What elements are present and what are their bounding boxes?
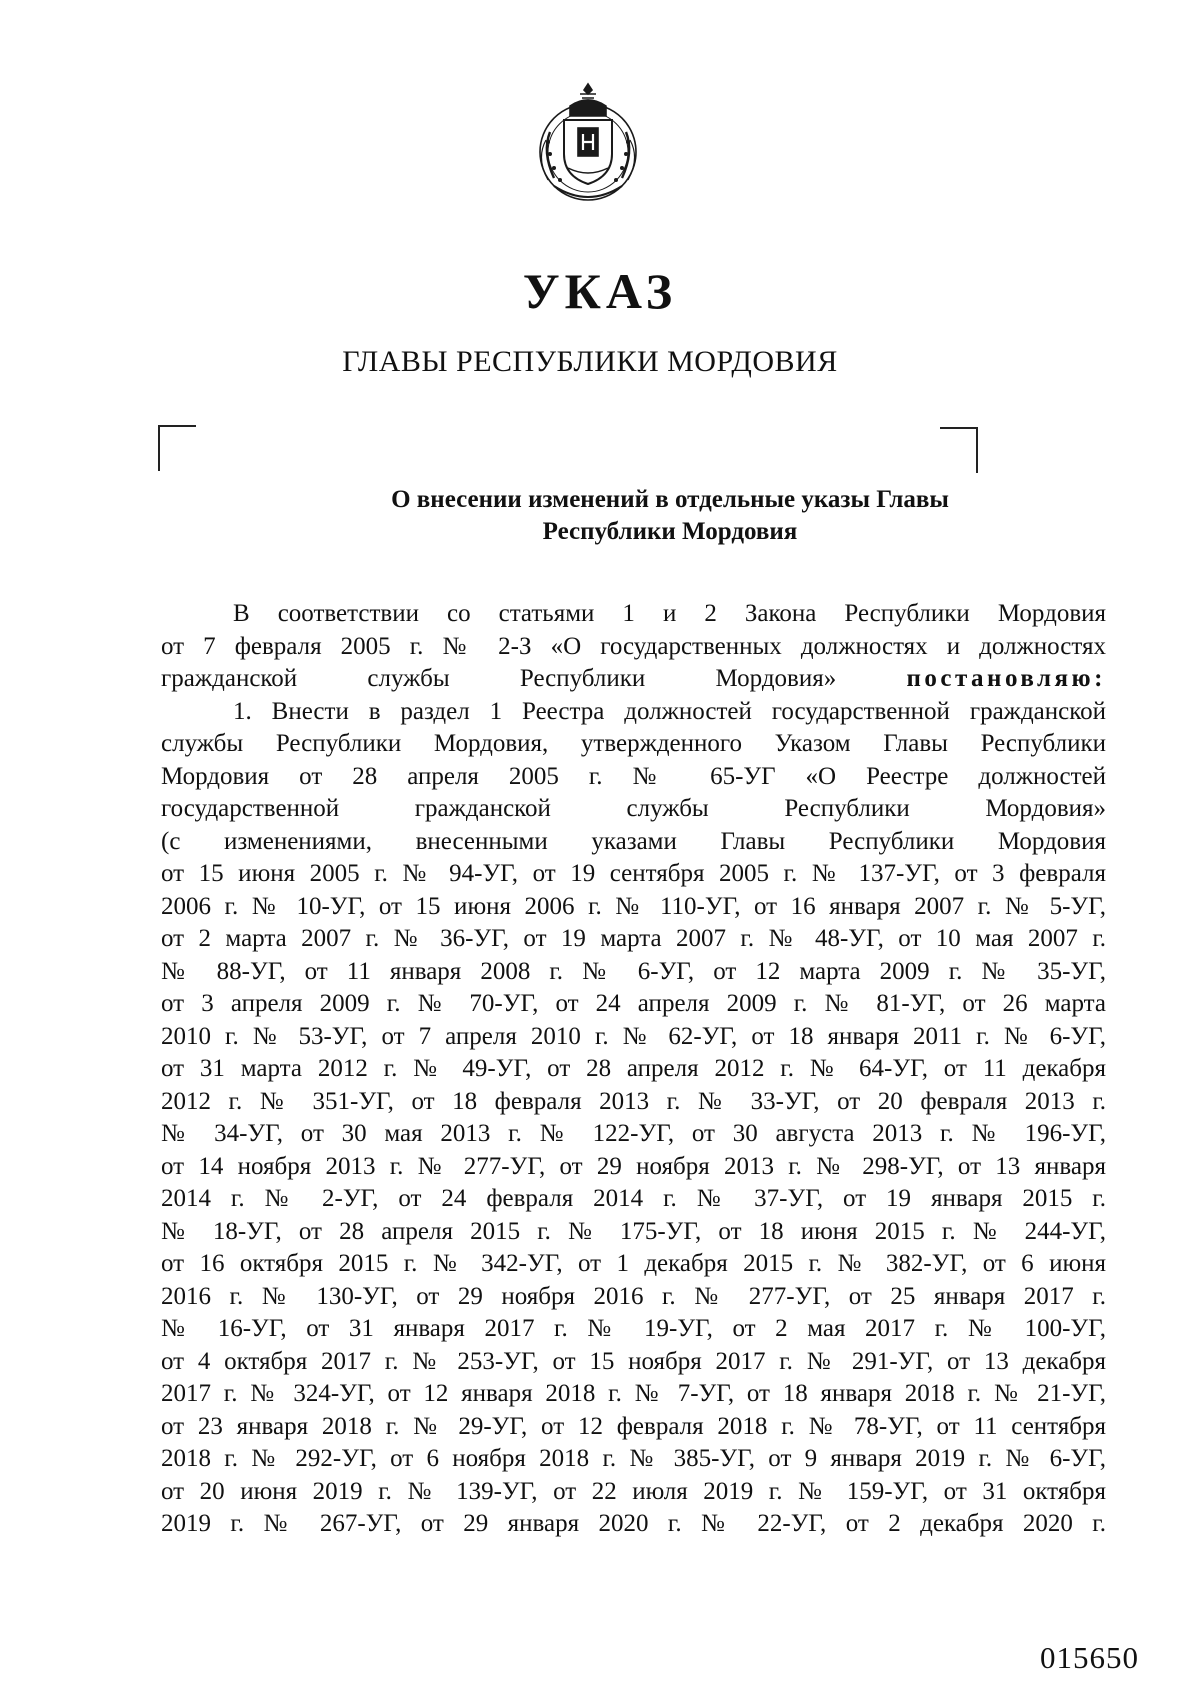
body-line: 2012 г. № 351-УГ, от 18 февраля 2013 г. № 33-УГ, от 20 февраля 2013 г. <box>161 1087 1106 1115</box>
coat-of-arms-icon <box>520 82 656 206</box>
body-line: от 4 октября 2017 г. № 253-УГ, от 15 ноября 2017 г. № 291-УГ, от 13 декабря <box>161 1347 1106 1375</box>
body-line: Мордовия от 28 апреля 2005 г. № 65-УГ «О Реестре должностей <box>161 762 1106 790</box>
body-line: 2019 г. № 267-УГ, от 29 января 2020 г. № 22-УГ, от 2 декабря 2020 г. <box>161 1510 1106 1537</box>
body-line: от 3 апреля 2009 г. № 70-УГ, от 24 апреля 2009 г. № 81-УГ, от 26 марта <box>161 990 1106 1017</box>
body-line: 2006 г. № 10-УГ, от 15 июня 2006 г. № 110-УГ, от 16 января 2007 г. № 5-УГ, <box>161 892 1106 920</box>
body-line: 2017 г. № 324-УГ, от 12 января 2018 г. № 7-УГ, от 18 января 2018 г. № 21-УГ, <box>161 1380 1106 1407</box>
body-line: от 16 октября 2015 г. № 342-УГ, от 1 декабря 2015 г. № 382-УГ, от 6 июня <box>161 1250 1106 1277</box>
body-line: от 2 марта 2007 г. № 36-УГ, от 19 марта 2007 г. № 48-УГ, от 10 мая 2007 г. <box>161 925 1106 952</box>
body-line: (с изменениями, внесенными указами Главы Республики Мордовия <box>161 827 1106 855</box>
body-line: службы Республики Мордовия, утвержденного Указом Главы Республики <box>161 730 1106 757</box>
body-line: 2018 г. № 292-УГ, от 6 ноября 2018 г. № 385-УГ, от 9 января 2019 г. № 6-УГ, <box>161 1445 1106 1472</box>
body-line: от 31 марта 2012 г. № 49-УГ, от 28 апреля 2012 г. № 64-УГ, от 11 декабря <box>161 1055 1106 1082</box>
body-line: № 34-УГ, от 30 мая 2013 г. № 122-УГ, от 30 августа 2013 г. № 196-УГ, <box>161 1120 1106 1147</box>
body-line: государственной гражданской службы Республики Мордовия» <box>161 795 1106 822</box>
right-corner-bracket <box>940 427 978 473</box>
body-line: В соответствии со статьями 1 и 2 Закона Республики Мордовия <box>233 600 1106 627</box>
body-line: 2014 г. № 2-УГ, от 24 февраля 2014 г. № 37-УГ, от 19 января 2015 г. <box>161 1185 1106 1212</box>
body-line: от 23 января 2018 г. № 29-УГ, от 12 февраля 2018 г. № 78-УГ, от 11 сентября <box>161 1412 1106 1440</box>
body-line: 2016 г. № 130-УГ, от 29 ноября 2016 г. № 277-УГ, от 25 января 2017 г. <box>161 1282 1106 1310</box>
body-line-text: гражданской службы Республики Мордовия» <box>161 665 837 692</box>
body-line: от 7 февраля 2005 г. № 2-З «О государственных должностях и должностях <box>161 632 1106 660</box>
body-line: 2010 г. № 53-УГ, от 7 апреля 2010 г. № 62-УГ, от 18 января 2011 г. № 6-УГ, <box>161 1022 1106 1050</box>
decree-body <box>161 598 1106 1541</box>
body-line: от 20 июня 2019 г. № 139-УГ, от 22 июля 2019 г. № 159-УГ, от 31 октября <box>161 1477 1106 1505</box>
body-line: от 14 ноября 2013 г. № 277-УГ, от 29 ноября 2013 г. № 298-УГ, от 13 января <box>161 1152 1106 1180</box>
document-title: УКАЗ <box>522 263 678 319</box>
issuer-line: ГЛАВЫ РЕСПУБЛИКИ МОРДОВИЯ <box>342 345 838 378</box>
decree-word: постановляю: <box>906 665 1106 692</box>
decree-subject <box>330 484 1010 548</box>
subject-line: О внесении изменений в отдельные указы Главы <box>391 486 949 513</box>
body-line: 1. Внести в раздел 1 Реестра должностей государственной гражданской <box>233 697 1106 725</box>
body-line: № 88-УГ, от 11 января 2008 г. № 6-УГ, от 12 марта 2009 г. № 35-УГ, <box>161 957 1106 985</box>
body-line: № 16-УГ, от 31 января 2017 г. № 19-УГ, от 2 мая 2017 г. № 100-УГ, <box>161 1315 1106 1342</box>
left-corner-bracket <box>158 425 196 471</box>
page-number: 015650 <box>1040 1640 1139 1675</box>
body-line: № 18-УГ, от 28 апреля 2015 г. № 175-УГ, от 18 июня 2015 г. № 244-УГ, <box>161 1217 1106 1245</box>
body-line: от 15 июня 2005 г. № 94-УГ, от 19 сентября 2005 г. № 137-УГ, от 3 февраля <box>161 860 1106 887</box>
body-line-with-decree-word <box>161 663 1106 696</box>
subject-line: Республики Мордовия <box>542 518 798 545</box>
